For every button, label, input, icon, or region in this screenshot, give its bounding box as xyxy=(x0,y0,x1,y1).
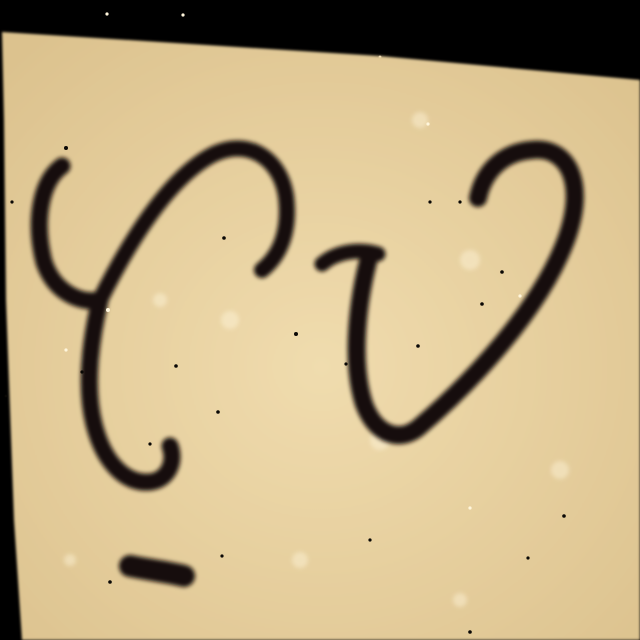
ink-stroke-dot xyxy=(130,566,184,576)
